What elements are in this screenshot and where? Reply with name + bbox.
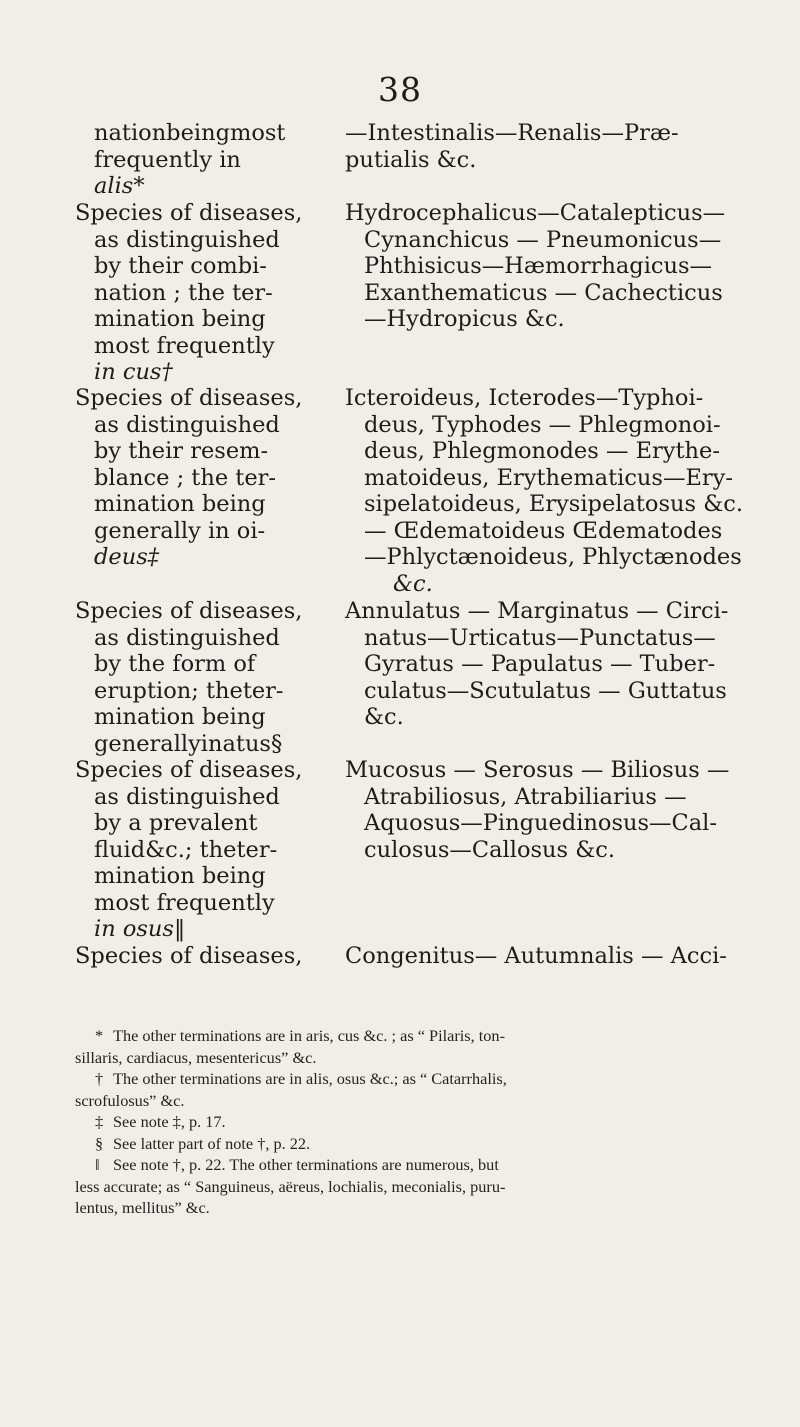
category-line: generally in oi- — [94, 517, 266, 544]
terms-line: Aquosus—Pinguedinosus—Cal- — [364, 810, 717, 836]
terms-line: — Œdematoideus Œdematodes — [364, 517, 723, 544]
footnote-line: less accurate; as “ Sanguineus, aëreus, lochialis, meconialis, puru- — [75, 1176, 506, 1196]
footnote-mark: ‖ — [95, 1155, 100, 1174]
footnote-line — [75, 1068, 775, 1090]
category-line: Species of diseases, — [75, 385, 303, 411]
footnote-line — [75, 1025, 775, 1047]
footnote-line — [75, 1133, 775, 1155]
footnotes — [75, 1025, 775, 1219]
terms-line: Icteroideus, Icterodes—Typhoi- — [345, 385, 704, 411]
category-line: nation ; the ter- — [94, 279, 273, 306]
terms-line: deus, Phlegmonodes — Erythe- — [364, 438, 720, 464]
category-line: as distinguished — [94, 411, 280, 438]
terms-line: &c. — [364, 704, 404, 730]
footnote-line: sillaris, cardiacus, mesentericus” &c. — [75, 1047, 317, 1067]
category-line: mination being — [94, 491, 266, 517]
category-line: most frequently — [94, 332, 275, 359]
category-cell — [75, 385, 345, 571]
footnote-mark: § — [95, 1133, 104, 1153]
terms-line: Phthisicus—Hæmorrhagicus— — [364, 253, 713, 279]
category-line: Species of diseases, — [75, 598, 303, 624]
terms-line: natus—Urticatus—Punctatus— — [364, 624, 716, 651]
category-line: as distinguished — [94, 624, 280, 651]
terms-line: —Phlyctænoideus, Phlyctænodes — [364, 544, 742, 570]
terms-line: sipelatoideus, Erysipelatosus &c. — [364, 491, 743, 517]
footnote-mark: ‡ — [95, 1112, 104, 1131]
category-line: mination being — [94, 863, 266, 889]
footnote — [75, 1068, 775, 1111]
terms-line: Congenitus— Autumnalis — Acci- — [345, 943, 727, 969]
category-line: as distinguished — [94, 226, 280, 253]
category-line: most frequently — [94, 889, 275, 916]
terms-line: Atrabiliosus, Atrabiliarius — — [364, 783, 687, 810]
footnote-text: See note †, p. 22. The other terminations are numerous, but — [113, 1155, 499, 1174]
category-line: by their resem- — [94, 438, 269, 464]
footnote-text: The other terminations are in aris, cus &c. ; as “ Pilaris, ton- — [113, 1026, 505, 1045]
terms-cell — [345, 943, 785, 970]
category-line: as distinguished — [94, 783, 280, 810]
footnote — [75, 1133, 775, 1155]
footnote — [75, 1154, 775, 1219]
terms-line: Annulatus — Marginatus — Circi- — [345, 598, 729, 624]
footnote-text: See note ‡, p. 17. — [113, 1112, 226, 1131]
footnote-line: lentus, mellitus” &c. — [75, 1198, 210, 1217]
terms-cell — [345, 120, 785, 173]
category-line: Species of diseases, — [75, 943, 303, 969]
terms-line: —Intestinalis—Renalis—Præ- — [345, 120, 679, 146]
footnote-line — [75, 1154, 775, 1176]
category-line: alis* — [94, 173, 145, 199]
terms-line: deus, Typhodes — Phlegmonoi- — [364, 411, 721, 438]
category-line: by a prevalent — [94, 810, 258, 836]
category-line: frequently in — [94, 146, 241, 173]
terms-line: culosus—Callosus &c. — [364, 836, 616, 863]
category-line: by the form of — [94, 651, 256, 677]
terms-line: culatus—Scutulatus — Guttatus — [364, 677, 727, 704]
footnote — [75, 1025, 775, 1068]
category-line: fluid&c.; theter- — [94, 836, 278, 863]
terms-cell — [345, 200, 785, 333]
category-cell — [75, 120, 345, 200]
category-line: mination being — [94, 306, 266, 332]
footnote-line: scrofulosus” &c. — [75, 1090, 185, 1110]
footnote-mark: * — [95, 1026, 104, 1045]
category-cell — [75, 943, 345, 970]
category-line: in osus‖ — [94, 916, 186, 942]
footnote-text: The other terminations are in alis, osus &c.; as “ Catarrhalis, — [113, 1069, 507, 1088]
terms-line: putialis &c. — [345, 146, 477, 173]
terms-line: Exanthematicus — Cachecticus — [364, 279, 723, 306]
category-line: mination being — [94, 704, 266, 730]
footnote-line — [75, 1111, 775, 1133]
category-line: by their combi- — [94, 253, 267, 279]
category-line: in cus† — [94, 359, 173, 385]
terms-cell — [345, 757, 785, 863]
terms-line: matoideus, Erythematicus—Ery- — [364, 464, 733, 491]
footnote — [75, 1111, 775, 1133]
terms-line: &c. — [393, 570, 433, 597]
category-cell — [75, 598, 345, 757]
category-line: deus‡ — [94, 544, 160, 570]
category-line: Species of diseases, — [75, 757, 303, 783]
terms-cell — [345, 598, 785, 731]
category-line: eruption; theter- — [94, 677, 284, 704]
terms-line: Cynanchicus — Pneumonicus— — [364, 226, 722, 253]
terms-line: —Hydropicus &c. — [364, 306, 565, 332]
page-number: 38 — [378, 70, 422, 109]
terms-line: Mucosus — Serosus — Biliosus — — [345, 757, 730, 783]
footnote-text: See latter part of note †, p. 22. — [113, 1133, 311, 1153]
category-cell — [75, 757, 345, 943]
terms-cell — [345, 385, 785, 597]
category-cell — [75, 200, 345, 386]
footnote-mark: † — [95, 1069, 104, 1088]
category-line: blance ; the ter- — [94, 464, 277, 491]
category-line: Species of diseases, — [75, 200, 303, 226]
terms-line: Gyratus — Papulatus — Tuber- — [364, 651, 716, 677]
terms-line: Hydrocephalicus—Catalepticus— — [345, 200, 726, 226]
category-line: nationbeingmost — [94, 120, 286, 146]
category-line: generallyinatus§ — [94, 730, 283, 757]
